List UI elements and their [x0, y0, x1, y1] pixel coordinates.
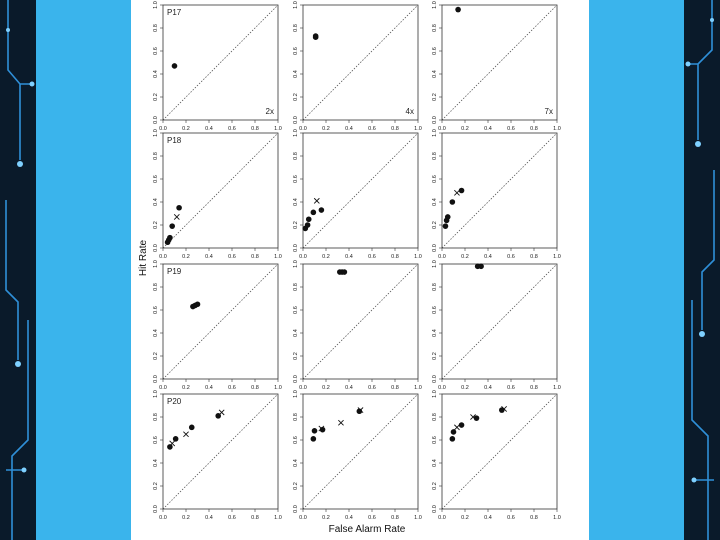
y-tick-label: 0.2 — [432, 93, 438, 101]
row-label: P19 — [167, 267, 182, 276]
y-tick-label: 0.4 — [153, 70, 159, 78]
x-tick-label: 0.2 — [322, 385, 330, 391]
x-tick-label: 0.2 — [461, 515, 469, 521]
y-tick-label: 0.2 — [293, 482, 299, 490]
x-tick-label: 0.2 — [322, 254, 330, 260]
x-tick-label: 0.4 — [345, 515, 353, 521]
x-tick-label: 0.0 — [299, 254, 307, 260]
reference-diagonal — [303, 264, 418, 379]
x-tick-label: 0.2 — [322, 126, 330, 132]
x-tick-label: 1.0 — [553, 254, 561, 260]
column-label: 4x — [405, 107, 414, 116]
y-tick-label: 0.0 — [153, 505, 159, 513]
scatter-figure — [131, 0, 589, 540]
y-tick-label: 1.0 — [293, 129, 299, 137]
x-tick-label: 0.2 — [182, 515, 190, 521]
y-tick-label: 0.8 — [432, 24, 438, 32]
x-tick-label: 0.0 — [159, 385, 167, 391]
data-point — [443, 223, 449, 229]
y-tick-label: 0.0 — [153, 116, 159, 124]
x-tick-label: 0.0 — [438, 254, 446, 260]
x-tick-label: 0.0 — [299, 515, 307, 521]
y-tick-label: 1.0 — [293, 260, 299, 268]
y-tick-label: 0.0 — [293, 505, 299, 513]
reference-diagonal — [163, 5, 278, 120]
y-tick-label: 1.0 — [432, 390, 438, 398]
x-tick-label: 0.4 — [484, 515, 492, 521]
y-tick-label: 0.2 — [153, 93, 159, 101]
y-tick-label: 0.6 — [432, 47, 438, 55]
data-point — [445, 214, 451, 220]
x-tick-label: 0.4 — [345, 385, 353, 391]
x-tick-label: 0.6 — [368, 385, 376, 391]
y-tick-label: 1.0 — [293, 1, 299, 9]
cross-marker — [170, 441, 175, 446]
x-tick-label: 0.4 — [205, 515, 213, 521]
reference-diagonal — [163, 264, 278, 379]
x-tick-label: 0.0 — [159, 126, 167, 132]
x-tick-label: 0.0 — [438, 385, 446, 391]
y-tick-label: 0.0 — [153, 375, 159, 383]
cross-marker — [454, 425, 459, 430]
x-tick-label: 0.6 — [507, 126, 515, 132]
x-tick-label: 0.6 — [507, 254, 515, 260]
y-tick-label: 0.4 — [293, 329, 299, 337]
x-tick-label: 1.0 — [414, 515, 422, 521]
y-tick-label: 0.6 — [293, 175, 299, 183]
x-tick-label: 0.2 — [182, 254, 190, 260]
data-point — [450, 436, 456, 442]
row-label: P18 — [167, 136, 182, 145]
y-tick-label: 0.0 — [293, 375, 299, 383]
reference-diagonal — [442, 264, 557, 379]
y-tick-label: 0.4 — [293, 198, 299, 206]
data-point — [311, 436, 317, 442]
y-tick-label: 0.0 — [432, 244, 438, 252]
reference-diagonal — [303, 133, 418, 248]
y-tick-label: 0.8 — [153, 152, 159, 160]
x-tick-label: 0.8 — [251, 515, 259, 521]
y-tick-label: 1.0 — [153, 390, 159, 398]
cross-marker — [219, 410, 224, 415]
data-point — [169, 223, 175, 229]
x-tick-label: 0.2 — [461, 254, 469, 260]
x-tick-label: 0.4 — [345, 254, 353, 260]
x-tick-label: 1.0 — [414, 254, 422, 260]
column-label: 2x — [265, 107, 274, 116]
y-tick-label: 0.0 — [293, 116, 299, 124]
x-tick-label: 0.4 — [484, 254, 492, 260]
y-tick-label: 0.6 — [432, 306, 438, 314]
y-tick-label: 0.2 — [432, 221, 438, 229]
x-tick-label: 0.8 — [530, 515, 538, 521]
data-point — [313, 33, 319, 39]
y-tick-label: 0.0 — [153, 244, 159, 252]
data-point — [189, 425, 195, 431]
x-tick-label: 0.6 — [228, 515, 236, 521]
data-point — [319, 207, 325, 213]
y-tick-label: 0.6 — [293, 47, 299, 55]
cross-marker — [338, 420, 343, 425]
data-point — [450, 199, 456, 205]
y-tick-label: 0.4 — [153, 329, 159, 337]
y-tick-label: 0.0 — [293, 244, 299, 252]
y-tick-label: 0.8 — [153, 413, 159, 421]
x-tick-label: 0.0 — [159, 515, 167, 521]
x-tick-label: 1.0 — [414, 126, 422, 132]
x-tick-label: 0.4 — [205, 254, 213, 260]
cross-marker — [314, 198, 319, 203]
x-tick-label: 0.2 — [461, 126, 469, 132]
figure-panel — [131, 0, 589, 540]
circuit-pattern-right — [684, 0, 720, 540]
x-tick-label: 0.6 — [368, 126, 376, 132]
y-axis-label: Hit Rate — [138, 239, 149, 277]
x-tick-label: 0.8 — [251, 254, 259, 260]
y-tick-label: 0.8 — [432, 152, 438, 160]
x-tick-label: 1.0 — [553, 515, 561, 521]
cross-marker — [183, 432, 188, 437]
x-tick-label: 0.8 — [530, 126, 538, 132]
row-label: P20 — [167, 397, 182, 406]
y-tick-label: 0.2 — [293, 352, 299, 360]
y-tick-label: 1.0 — [293, 390, 299, 398]
x-tick-label: 1.0 — [274, 126, 282, 132]
y-tick-label: 0.0 — [432, 116, 438, 124]
y-tick-label: 0.6 — [293, 306, 299, 314]
y-tick-label: 0.6 — [153, 47, 159, 55]
y-tick-label: 0.4 — [153, 459, 159, 467]
y-tick-label: 0.4 — [293, 459, 299, 467]
y-tick-label: 0.2 — [293, 221, 299, 229]
x-tick-label: 0.4 — [484, 126, 492, 132]
x-tick-label: 1.0 — [553, 385, 561, 391]
y-tick-label: 0.4 — [432, 459, 438, 467]
circuit-border-left — [0, 0, 36, 540]
x-tick-label: 0.2 — [182, 126, 190, 132]
data-point — [167, 235, 173, 241]
y-tick-label: 0.4 — [432, 70, 438, 78]
y-tick-label: 1.0 — [432, 260, 438, 268]
x-tick-label: 0.0 — [299, 385, 307, 391]
y-tick-label: 0.8 — [432, 283, 438, 291]
x-tick-label: 0.8 — [391, 385, 399, 391]
x-tick-label: 0.4 — [205, 385, 213, 391]
data-point — [305, 222, 311, 228]
x-tick-label: 0.2 — [182, 385, 190, 391]
x-tick-label: 1.0 — [553, 126, 561, 132]
y-tick-label: 0.0 — [432, 375, 438, 383]
x-tick-label: 0.6 — [368, 254, 376, 260]
data-point — [195, 301, 201, 307]
data-point — [455, 7, 461, 13]
data-point — [176, 205, 182, 211]
x-tick-label: 0.2 — [461, 385, 469, 391]
y-tick-label: 0.2 — [153, 482, 159, 490]
data-point — [173, 436, 179, 442]
x-tick-label: 0.6 — [228, 385, 236, 391]
x-tick-label: 0.6 — [507, 515, 515, 521]
y-tick-label: 0.4 — [432, 329, 438, 337]
circuit-border-right — [684, 0, 720, 540]
data-point — [478, 264, 484, 270]
y-tick-label: 0.4 — [293, 70, 299, 78]
x-tick-label: 0.4 — [484, 385, 492, 391]
y-tick-label: 0.8 — [293, 24, 299, 32]
y-tick-label: 0.2 — [432, 352, 438, 360]
x-tick-label: 1.0 — [274, 515, 282, 521]
y-tick-label: 0.2 — [432, 482, 438, 490]
cross-marker — [454, 190, 459, 195]
y-tick-label: 1.0 — [432, 129, 438, 137]
cross-marker — [174, 214, 179, 219]
x-tick-label: 1.0 — [414, 385, 422, 391]
y-tick-label: 0.6 — [432, 175, 438, 183]
y-tick-label: 0.8 — [153, 283, 159, 291]
x-tick-label: 1.0 — [274, 254, 282, 260]
y-tick-label: 0.8 — [293, 152, 299, 160]
y-tick-label: 0.8 — [293, 283, 299, 291]
y-tick-label: 1.0 — [153, 260, 159, 268]
data-point — [306, 216, 312, 222]
x-tick-label: 0.0 — [438, 126, 446, 132]
x-tick-label: 0.6 — [507, 385, 515, 391]
y-tick-label: 0.8 — [293, 413, 299, 421]
y-tick-label: 0.6 — [153, 436, 159, 444]
column-label: 7x — [544, 107, 553, 116]
row-label: P17 — [167, 8, 182, 17]
x-axis-label: False Alarm Rate — [328, 524, 406, 535]
x-tick-label: 0.8 — [391, 126, 399, 132]
circuit-pattern-left — [0, 0, 36, 540]
y-tick-label: 0.8 — [153, 24, 159, 32]
data-point — [311, 210, 317, 216]
reference-diagonal — [442, 5, 557, 120]
x-tick-label: 0.8 — [391, 515, 399, 521]
x-tick-label: 0.6 — [228, 126, 236, 132]
y-tick-label: 0.6 — [153, 306, 159, 314]
y-tick-label: 0.2 — [153, 221, 159, 229]
reference-diagonal — [163, 133, 278, 248]
y-tick-label: 0.2 — [153, 352, 159, 360]
y-tick-label: 0.6 — [293, 436, 299, 444]
x-tick-label: 0.0 — [159, 254, 167, 260]
y-tick-label: 0.4 — [153, 198, 159, 206]
y-tick-label: 1.0 — [153, 129, 159, 137]
reference-diagonal — [303, 5, 418, 120]
x-tick-label: 0.8 — [251, 126, 259, 132]
data-point — [312, 428, 318, 434]
data-point — [167, 444, 173, 450]
x-tick-label: 0.2 — [322, 515, 330, 521]
y-tick-label: 0.2 — [293, 93, 299, 101]
y-tick-label: 1.0 — [432, 1, 438, 9]
data-point — [451, 429, 457, 435]
x-tick-label: 0.8 — [530, 385, 538, 391]
y-tick-label: 0.4 — [432, 198, 438, 206]
y-tick-label: 1.0 — [153, 1, 159, 9]
x-tick-label: 1.0 — [274, 385, 282, 391]
x-tick-label: 0.6 — [228, 254, 236, 260]
x-tick-label: 0.8 — [530, 254, 538, 260]
x-tick-label: 0.8 — [391, 254, 399, 260]
y-tick-label: 0.6 — [432, 436, 438, 444]
y-tick-label: 0.0 — [432, 505, 438, 513]
x-tick-label: 0.4 — [205, 126, 213, 132]
data-point — [342, 269, 348, 275]
x-tick-label: 0.0 — [299, 126, 307, 132]
y-tick-label: 0.6 — [153, 175, 159, 183]
x-tick-label: 0.8 — [251, 385, 259, 391]
data-point — [172, 63, 178, 69]
x-tick-label: 0.6 — [368, 515, 376, 521]
y-tick-label: 0.8 — [432, 413, 438, 421]
x-tick-label: 0.0 — [438, 515, 446, 521]
x-tick-label: 0.4 — [345, 126, 353, 132]
